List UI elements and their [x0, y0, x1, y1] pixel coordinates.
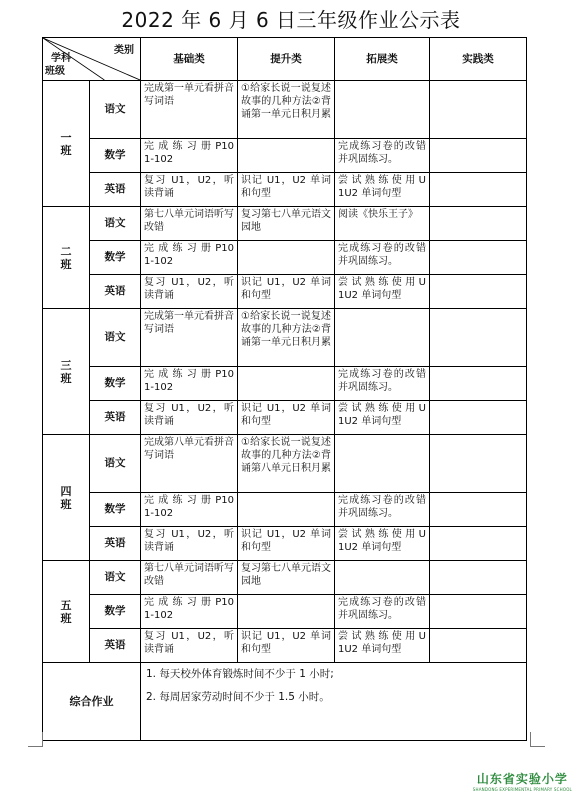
- improve-cell: ①给家长说一说复述故事的几种方法②背诵第一单元日积月累: [238, 309, 335, 367]
- col-header-practice: 实践类: [430, 38, 527, 81]
- expand-cell: [335, 309, 430, 367]
- improve-cell: [238, 139, 335, 173]
- subject-cell: 语文: [90, 309, 141, 367]
- subject-cell: 数学: [90, 493, 141, 527]
- table-row: [43, 493, 527, 527]
- basic-cell: 完 成 练 习 册 P101-102: [141, 493, 238, 527]
- improve-cell: [238, 241, 335, 275]
- practice-cell: [430, 527, 527, 561]
- school-logo-sub: SHANDONG EXPERIMENTAL PRIMARY SCHOOL: [472, 787, 572, 792]
- table-row: [43, 207, 527, 241]
- class-name-cell: 一 班: [43, 81, 90, 207]
- improve-cell: [238, 595, 335, 629]
- expand-cell: 尝 试 熟 练 使 用 U1U2 单词句型: [335, 527, 430, 561]
- table-row: [43, 435, 527, 493]
- practice-cell: [430, 207, 527, 241]
- expand-cell: 完成练习卷的改错并巩固练习。: [335, 493, 430, 527]
- table-row: [43, 275, 527, 309]
- summary-line-2: 2. 每周居家劳动时间不少于 1.5 小时。: [146, 691, 330, 703]
- subject-cell: 数学: [90, 139, 141, 173]
- basic-cell: 完成第一单元看拼音写词语: [141, 81, 238, 139]
- crop-mark-right: [530, 732, 545, 747]
- improve-cell: 复习第七八单元语文园地: [238, 207, 335, 241]
- practice-cell: [430, 275, 527, 309]
- school-logo-name: 山东省实验小学: [476, 772, 568, 786]
- basic-cell: 第七八单元词语听写改错: [141, 561, 238, 595]
- expand-cell: 完成练习卷的改错并巩固练习。: [335, 139, 430, 173]
- expand-cell: 尝 试 熟 练 使 用 U1U2 单词句型: [335, 401, 430, 435]
- basic-cell: 完 成 练 习 册 P101-102: [141, 595, 238, 629]
- expand-cell: 完成练习卷的改错并巩固练习。: [335, 241, 430, 275]
- basic-cell: 完 成 练 习 册 P101-102: [141, 367, 238, 401]
- practice-cell: [430, 629, 527, 663]
- improve-cell: [238, 493, 335, 527]
- basic-cell: 复习 U1，U2，听读背诵: [141, 527, 238, 561]
- improve-cell: 复习第七八单元语文园地: [238, 561, 335, 595]
- improve-cell: 识记 U1，U2 单词和句型: [238, 275, 335, 309]
- improve-cell: 识记 U1，U2 单词和句型: [238, 629, 335, 663]
- basic-cell: 完 成 练 习 册 P101-102: [141, 241, 238, 275]
- subject-cell: 语文: [90, 561, 141, 595]
- table-row: [43, 81, 527, 139]
- subject-cell: 英语: [90, 275, 141, 309]
- corner-category-label: 类别: [114, 45, 134, 56]
- expand-cell: 尝 试 熟 练 使 用 U1U2 单词句型: [335, 629, 430, 663]
- improve-cell: [238, 367, 335, 401]
- summary-label: 综合作业: [43, 663, 141, 741]
- table-row: [43, 595, 527, 629]
- practice-cell: [430, 493, 527, 527]
- summary-content: [141, 663, 527, 741]
- practice-cell: [430, 367, 527, 401]
- improve-cell: 识记 U1，U2 单词和句型: [238, 527, 335, 561]
- expand-cell: 阅读《快乐王子》: [335, 207, 430, 241]
- table-row: [43, 367, 527, 401]
- table-row: [43, 139, 527, 173]
- practice-cell: [430, 561, 527, 595]
- basic-cell: 复习 U1，U2，听读背诵: [141, 401, 238, 435]
- expand-cell: 完成练习卷的改错并巩固练习。: [335, 595, 430, 629]
- class-name-cell: 四 班: [43, 435, 90, 561]
- corner-subject-label: 学科: [51, 53, 71, 64]
- class-name-cell: 五 班: [43, 561, 90, 663]
- improve-cell: 识记 U1，U2 单词和句型: [238, 401, 335, 435]
- table-row: [43, 309, 527, 367]
- school-logo: [473, 770, 572, 792]
- practice-cell: [430, 401, 527, 435]
- homework-table: [42, 37, 527, 741]
- expand-cell: 尝 试 熟 练 使 用 U1U2 单词句型: [335, 173, 430, 207]
- table-row: [43, 629, 527, 663]
- basic-cell: 复习 U1，U2，听读背诵: [141, 629, 238, 663]
- practice-cell: [430, 435, 527, 493]
- improve-cell: ①给家长说一说复述故事的几种方法②背诵第一单元日积月累: [238, 81, 335, 139]
- practice-cell: [430, 139, 527, 173]
- corner-header: [43, 38, 141, 81]
- subject-cell: 英语: [90, 527, 141, 561]
- improve-cell: 识记 U1，U2 单词和句型: [238, 173, 335, 207]
- basic-cell: 复习 U1，U2，听读背诵: [141, 173, 238, 207]
- subject-cell: 语文: [90, 435, 141, 493]
- col-header-improve: 提升类: [238, 38, 335, 81]
- expand-cell: [335, 561, 430, 595]
- col-header-basic: 基础类: [141, 38, 238, 81]
- subject-cell: 数学: [90, 241, 141, 275]
- practice-cell: [430, 309, 527, 367]
- crop-mark-left: [28, 732, 43, 747]
- subject-cell: 英语: [90, 401, 141, 435]
- table-row: [43, 527, 527, 561]
- expand-cell: [335, 435, 430, 493]
- table-body: [43, 81, 527, 663]
- table-row: [43, 561, 527, 595]
- practice-cell: [430, 173, 527, 207]
- basic-cell: 复习 U1，U2，听读背诵: [141, 275, 238, 309]
- summary-line-1: 1. 每天校外体育锻炼时间不少于 1 小时;: [146, 668, 334, 680]
- table-row: [43, 173, 527, 207]
- subject-cell: 语文: [90, 81, 141, 139]
- subject-cell: 数学: [90, 595, 141, 629]
- practice-cell: [430, 595, 527, 629]
- practice-cell: [430, 241, 527, 275]
- expand-cell: 尝 试 熟 练 使 用 U1U2 单词句型: [335, 275, 430, 309]
- col-header-expand: 拓展类: [335, 38, 430, 81]
- basic-cell: 完 成 练 习 册 P101-102: [141, 139, 238, 173]
- class-name-cell: 三 班: [43, 309, 90, 435]
- basic-cell: 第七八单元词语听写改错: [141, 207, 238, 241]
- basic-cell: 完成第一单元看拼音写词语: [141, 309, 238, 367]
- improve-cell: ①给家长说一说复述故事的几种方法②背诵第八单元日积月累: [238, 435, 335, 493]
- subject-cell: 英语: [90, 629, 141, 663]
- expand-cell: [335, 81, 430, 139]
- expand-cell: 完成练习卷的改错并巩固练习。: [335, 367, 430, 401]
- subject-cell: 英语: [90, 173, 141, 207]
- class-name-cell: 二 班: [43, 207, 90, 309]
- page-title: 2022 年 6 月 6 日三年级作业公示表: [121, 8, 461, 32]
- corner-class-label: 班级: [45, 66, 65, 77]
- subject-cell: 数学: [90, 367, 141, 401]
- subject-cell: 语文: [90, 207, 141, 241]
- table-row: [43, 241, 527, 275]
- practice-cell: [430, 81, 527, 139]
- basic-cell: 完成第八单元看拼音写词语: [141, 435, 238, 493]
- table-row: [43, 401, 527, 435]
